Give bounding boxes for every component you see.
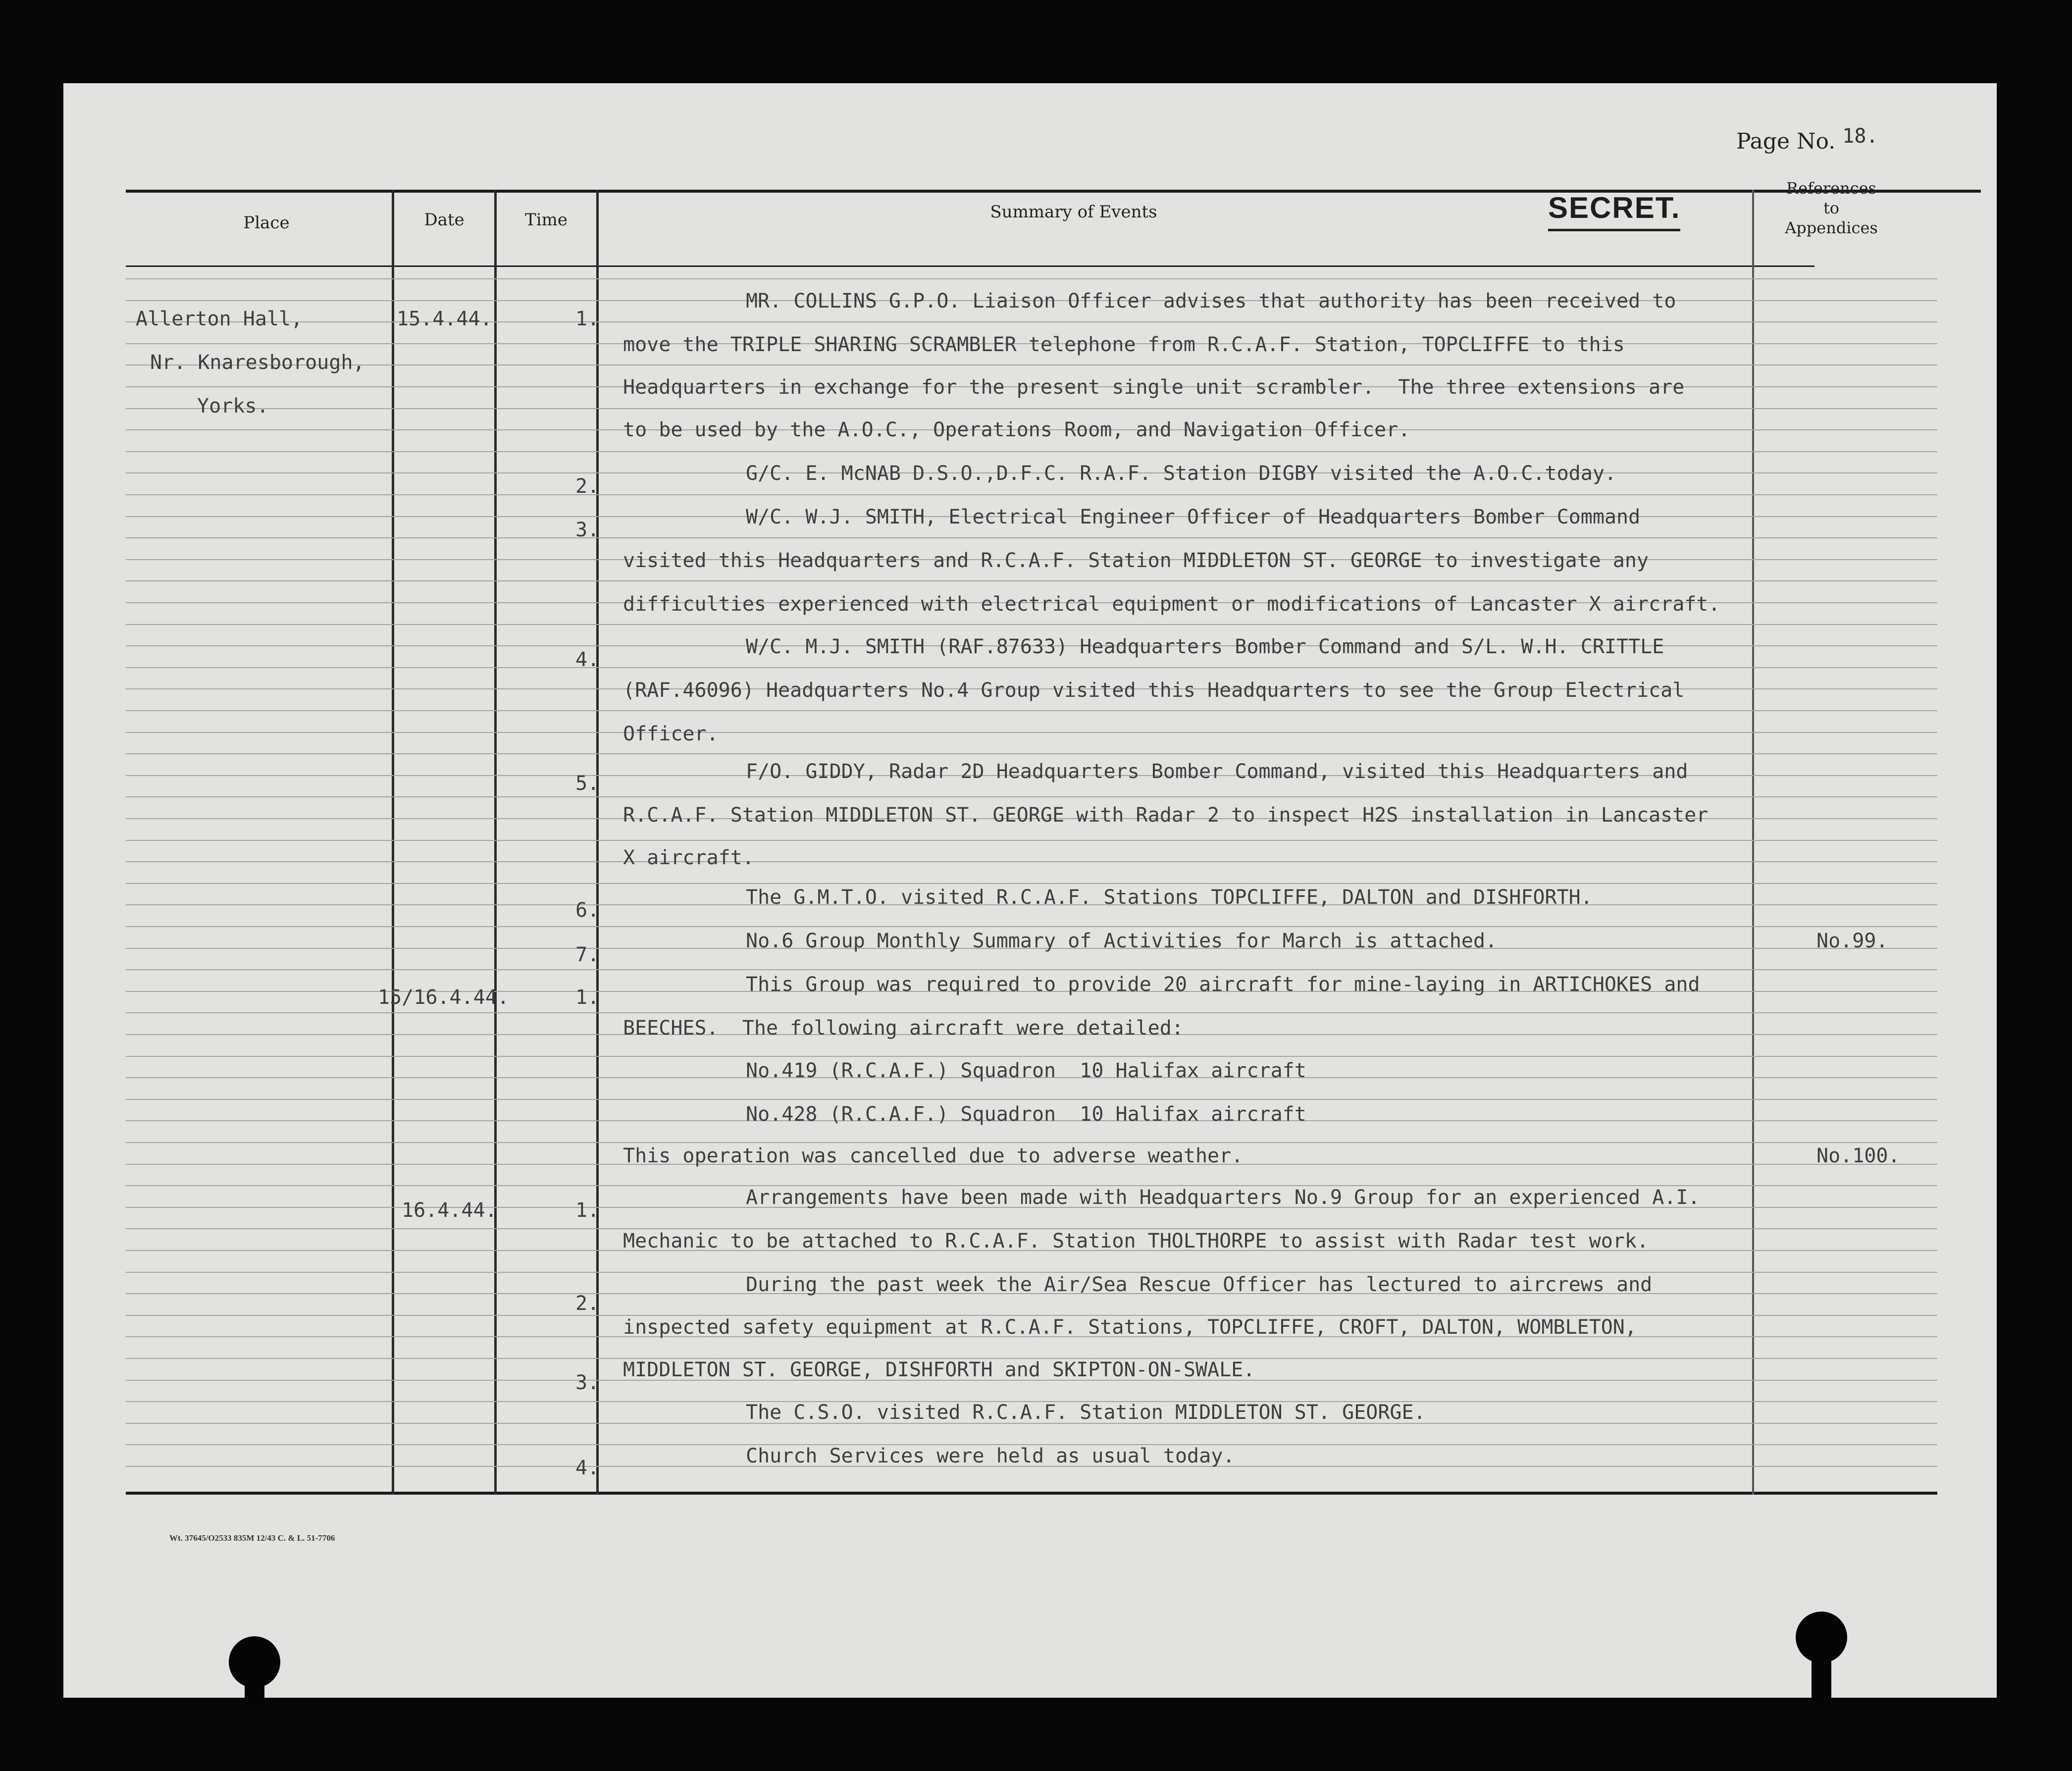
ruled-line <box>392 818 494 819</box>
ruled-line <box>126 1142 392 1143</box>
table-top-rule <box>126 190 1981 193</box>
ruled-line <box>1752 840 1937 841</box>
summary-line: During the past week the Air/Sea Rescue Officer has lectured to aircrews and <box>746 1273 1653 1296</box>
ruled-line <box>392 1401 494 1402</box>
ruled-line <box>392 688 494 689</box>
ruled-line <box>1752 775 1937 776</box>
ruled-line <box>126 1358 392 1359</box>
ruled-line <box>1752 516 1937 517</box>
ruled-line <box>1752 386 1937 387</box>
date-entry-3: 16.4.44. <box>402 1199 497 1222</box>
ruled-line <box>494 840 596 841</box>
ruled-line <box>1752 624 1937 625</box>
ruled-line <box>392 904 494 905</box>
column-divider-summary-references <box>1752 190 1754 1495</box>
ruled-line <box>494 883 596 884</box>
ruled-line <box>392 472 494 473</box>
ruled-line <box>494 472 596 473</box>
header-place: Place <box>243 213 290 233</box>
ruled-line <box>1752 667 1937 668</box>
ruled-line <box>392 861 494 862</box>
ruled-line <box>494 1077 596 1078</box>
ruled-line <box>126 624 392 625</box>
summary-line: visited this Headquarters and R.C.A.F. Station MIDDLETON ST. GEORGE to investigate any <box>623 549 1649 572</box>
ruled-line <box>126 904 392 905</box>
ruled-line <box>494 1012 596 1013</box>
ruled-line <box>392 1293 494 1294</box>
ruled-line <box>596 753 1752 754</box>
ruled-line <box>392 1099 494 1100</box>
ruled-line <box>596 861 1752 862</box>
ruled-line <box>494 408 596 409</box>
item-number: 1. <box>575 308 600 330</box>
table-bottom-rule <box>126 1492 1937 1495</box>
ruled-line <box>392 667 494 668</box>
ruled-line <box>1752 883 1937 884</box>
summary-line: difficulties experienced with electrical equipment or modifications of Lancaster X aircraft. <box>623 593 1720 616</box>
ruled-line <box>126 278 392 279</box>
item-number: 7. <box>575 943 600 966</box>
summary-line: Mechanic to be attached to R.C.A.F. Station THOLTHORPE to assist with Radar test work. <box>623 1230 1649 1252</box>
place-line-2: Nr. Knaresborough, <box>150 351 365 374</box>
ruled-line <box>494 1120 596 1121</box>
ruled-line <box>1752 537 1937 538</box>
ruled-line <box>596 624 1752 625</box>
ruled-line <box>494 1444 596 1445</box>
ruled-line <box>126 1423 392 1424</box>
ruled-line <box>392 1120 494 1121</box>
place-line-1: Allerton Hall, <box>136 308 303 330</box>
ruled-line <box>392 386 494 387</box>
punch-hole-right-slot <box>1812 1653 1831 1704</box>
ruled-line <box>1752 580 1937 581</box>
page-number-value: 18. <box>1842 125 1878 148</box>
ruled-line <box>494 1142 596 1143</box>
ruled-line <box>392 775 494 776</box>
item-number: 2. <box>575 475 600 498</box>
ruled-line <box>126 1099 392 1100</box>
ruled-line <box>1752 732 1937 733</box>
ruled-line <box>392 1444 494 1445</box>
ruled-line <box>392 948 494 949</box>
ruled-line <box>392 1466 494 1467</box>
ruled-line <box>1752 1034 1937 1035</box>
ruled-line <box>392 1164 494 1165</box>
ruled-line <box>392 840 494 841</box>
ruled-line <box>596 321 1752 322</box>
ruled-line <box>1752 1444 1937 1445</box>
ruled-line <box>126 1444 392 1445</box>
ruled-line <box>392 624 494 625</box>
ruled-line <box>1752 1466 1937 1467</box>
ruled-line <box>494 451 596 452</box>
ruled-line <box>126 343 392 344</box>
ruled-line <box>126 688 392 689</box>
ruled-line <box>126 580 392 581</box>
ruled-line <box>126 1466 392 1467</box>
ruled-line <box>126 796 392 797</box>
ruled-line <box>126 1056 392 1057</box>
ruled-line <box>126 667 392 668</box>
ruled-line <box>392 969 494 970</box>
ruled-line <box>392 645 494 646</box>
ruled-line <box>596 1012 1752 1013</box>
item-number: 1. <box>575 1199 600 1222</box>
ruled-line <box>126 516 392 517</box>
ruled-line <box>596 796 1752 797</box>
summary-line: Officer. <box>623 723 719 745</box>
ruled-line <box>126 1207 392 1208</box>
ruled-line <box>126 1250 392 1251</box>
ruled-line <box>596 1099 1752 1100</box>
ruled-line <box>494 516 596 517</box>
ruled-line <box>126 386 392 387</box>
ruled-line <box>1752 991 1937 992</box>
ruled-line <box>126 1077 392 1078</box>
ruled-line <box>494 1423 596 1424</box>
appendix-reference: No.100. <box>1816 1145 1900 1167</box>
ruled-line <box>392 580 494 581</box>
ruled-line <box>126 1401 392 1402</box>
summary-line: No.428 (R.C.A.F.) Squadron 10 Halifax aircraft <box>746 1103 1306 1126</box>
ruled-line <box>1752 451 1937 452</box>
ruled-line <box>1752 300 1937 301</box>
ruled-line <box>126 1272 392 1273</box>
ruled-line <box>392 1358 494 1359</box>
ruled-line <box>1752 429 1937 430</box>
ruled-line <box>126 1012 392 1013</box>
header-summary: Summary of Events <box>990 202 1157 222</box>
ruled-line <box>494 278 596 279</box>
ruled-line <box>1752 1336 1937 1337</box>
ruled-line <box>392 926 494 927</box>
ruled-line <box>392 602 494 603</box>
ruled-line <box>596 883 1752 884</box>
ruled-line <box>1752 645 1937 646</box>
ruled-line <box>1752 1401 1937 1402</box>
ruled-line <box>494 926 596 927</box>
ruled-line <box>494 1401 596 1402</box>
ruled-line <box>126 1185 392 1186</box>
date-entry-1: 15.4.44. <box>397 308 492 330</box>
ruled-line <box>126 1164 392 1165</box>
ruled-line <box>392 343 494 344</box>
ruled-line <box>392 1250 494 1251</box>
item-number: 2. <box>575 1292 600 1315</box>
ruled-line <box>1752 1423 1937 1424</box>
ruled-line <box>596 278 1752 279</box>
ruled-line <box>494 1056 596 1057</box>
ruled-line <box>494 386 596 387</box>
ruled-line <box>1752 1315 1937 1316</box>
ruled-line <box>392 1423 494 1424</box>
ruled-line <box>126 948 392 949</box>
ruled-line <box>494 645 596 646</box>
summary-line: This Group was required to provide 20 aircraft for mine-laying in ARTICHOKES and <box>746 973 1700 996</box>
ruled-line <box>1752 1120 1937 1121</box>
classification-stamp: SECRET. <box>1548 187 1680 231</box>
ruled-line <box>1752 408 1937 409</box>
ruled-line <box>392 1012 494 1013</box>
ruled-line <box>1752 494 1937 495</box>
ruled-line <box>1752 1099 1937 1100</box>
ruled-line <box>1752 1272 1937 1273</box>
punch-hole-left-slot <box>245 1678 264 1704</box>
header-time: Time <box>525 210 568 230</box>
ruled-line <box>126 472 392 473</box>
ruled-line <box>494 300 596 301</box>
column-divider-place-date <box>392 190 394 1495</box>
ruled-line <box>596 710 1752 711</box>
ruled-line <box>126 861 392 862</box>
summary-line: inspected safety equipment at R.C.A.F. Stations, TOPCLIFFE, CROFT, DALTON, WOMBLETON, <box>623 1316 1637 1339</box>
ruled-line <box>392 537 494 538</box>
ruled-line <box>392 1228 494 1229</box>
summary-line: No.6 Group Monthly Summary of Activities for March is attached. <box>746 930 1498 952</box>
ruled-line <box>596 969 1752 970</box>
ruled-line <box>126 494 392 495</box>
ruled-line <box>1752 1077 1937 1078</box>
ruled-line <box>126 775 392 776</box>
column-divider-date-time <box>494 190 497 1495</box>
ruled-line <box>494 710 596 711</box>
ruled-line <box>392 710 494 711</box>
ruled-line <box>596 408 1752 409</box>
page-number <box>1736 125 1878 154</box>
ruled-line <box>1752 753 1937 754</box>
ruled-line <box>1752 861 1937 862</box>
ruled-line <box>596 840 1752 841</box>
ruled-line <box>494 1099 596 1100</box>
ruled-line <box>126 1228 392 1229</box>
summary-line: This operation was cancelled due to adverse weather. <box>623 1145 1243 1167</box>
ruled-line <box>1752 710 1937 711</box>
ruled-line <box>126 1034 392 1035</box>
ruled-line <box>392 278 494 279</box>
ruled-line <box>392 732 494 733</box>
ruled-line <box>392 1185 494 1186</box>
page-number-label: Page No. <box>1736 129 1836 154</box>
ruled-line <box>494 1185 596 1186</box>
ruled-line <box>1752 1056 1937 1057</box>
ruled-line <box>126 969 392 970</box>
ruled-line <box>1752 904 1937 905</box>
place-line-3: Yorks. <box>197 395 269 417</box>
item-number: 1. <box>575 986 600 1009</box>
ruled-line <box>392 1315 494 1316</box>
summary-line: G/C. E. McNAB D.S.O.,D.F.C. R.A.F. Station DIGBY visited the A.O.C.today. <box>746 462 1616 485</box>
ruled-line <box>1752 1228 1937 1229</box>
summary-line: F/O. GIDDY, Radar 2D Headquarters Bomber Command, visited this Headquarters and <box>746 760 1688 783</box>
ruled-line <box>392 559 494 560</box>
summary-line: R.C.A.F. Station MIDDLETON ST. GEORGE with Radar 2 to inspect H2S installation in Lancaster <box>623 804 1709 827</box>
ruled-line <box>1752 343 1937 344</box>
ruled-line <box>392 1034 494 1035</box>
ruled-line <box>126 753 392 754</box>
ruled-line <box>596 1142 1752 1143</box>
ruled-line <box>392 408 494 409</box>
summary-line: Church Services were held as usual today. <box>746 1445 1235 1467</box>
ruled-line <box>596 732 1752 733</box>
ruled-line <box>494 624 596 625</box>
ruled-line <box>494 1228 596 1229</box>
ruled-line <box>1752 1358 1937 1359</box>
summary-line: Headquarters in exchange for the present single unit scrambler. The three extensions are <box>623 376 1685 399</box>
ruled-line <box>596 494 1752 495</box>
ruled-line <box>126 1293 392 1294</box>
summary-line: move the TRIPLE SHARING SCRAMBLER telephone from R.C.A.F. Station, TOPCLIFFE to this <box>623 333 1625 356</box>
ruled-line <box>126 818 392 819</box>
ruled-line <box>126 732 392 733</box>
summary-line: MIDDLETON ST. GEORGE, DISHFORTH and SKIPTON-ON-SWALE. <box>623 1358 1255 1381</box>
ruled-line <box>494 1164 596 1165</box>
ruled-line <box>126 991 392 992</box>
header-bottom-rule <box>126 265 1814 267</box>
ruled-line <box>392 1336 494 1337</box>
summary-line: (RAF.46096) Headquarters No.4 Group visited this Headquarters to see the Group Electrical <box>623 679 1685 702</box>
header-references: References to Appendices <box>1785 179 1878 237</box>
ruled-line <box>126 883 392 884</box>
ruled-line <box>494 969 596 970</box>
ruled-line <box>392 451 494 452</box>
summary-line: Arrangements have been made with Headquarters No.9 Group for an experienced A.I. <box>746 1186 1700 1209</box>
ruled-line <box>494 1250 596 1251</box>
ruled-line <box>1752 1142 1937 1143</box>
summary-line: MR. COLLINS G.P.O. Liaison Officer advises that authority has been received to <box>746 290 1676 313</box>
ruled-line <box>494 818 596 819</box>
ruled-line <box>494 688 596 689</box>
ruled-line <box>494 1272 596 1273</box>
ruled-line <box>126 645 392 646</box>
ruled-line <box>494 429 596 430</box>
ruled-line <box>596 451 1752 452</box>
printer-imprint: Wt. 37645/O2533 835M 12/43 C. & L. 51-7706 <box>169 1533 335 1543</box>
ruled-line <box>494 861 596 862</box>
ruled-line <box>1752 1185 1937 1186</box>
ruled-line <box>392 753 494 754</box>
ruled-line <box>392 494 494 495</box>
ruled-line <box>126 451 392 452</box>
ruled-line <box>494 796 596 797</box>
ruled-line <box>494 753 596 754</box>
ruled-line <box>126 926 392 927</box>
ruled-line <box>126 300 392 301</box>
ruled-line <box>126 1120 392 1121</box>
ruled-line <box>1752 321 1937 322</box>
ruled-line <box>126 1315 392 1316</box>
ruled-line <box>126 602 392 603</box>
ruled-line <box>1752 926 1937 927</box>
ruled-line <box>1752 559 1937 560</box>
ruled-line <box>392 883 494 884</box>
ruled-line <box>494 1034 596 1035</box>
ruled-line <box>126 1336 392 1337</box>
ruled-line <box>1752 1207 1937 1208</box>
ruled-line <box>126 537 392 538</box>
item-number: 5. <box>575 772 600 795</box>
ruled-line <box>1752 1012 1937 1013</box>
ruled-line <box>392 1056 494 1057</box>
summary-line: X aircraft. <box>623 846 754 869</box>
item-number: 4. <box>575 648 600 671</box>
war-diary-form <box>63 83 1997 1698</box>
summary-line: to be used by the A.O.C., Operations Room, and Navigation Officer. <box>623 418 1410 441</box>
ruled-line <box>494 1336 596 1337</box>
ruled-line <box>494 732 596 733</box>
ruled-line <box>126 1380 392 1381</box>
item-number: 4. <box>575 1457 600 1479</box>
ruled-line <box>126 559 392 560</box>
ruled-line <box>1752 688 1937 689</box>
summary-line: The C.S.O. visited R.C.A.F. Station MIDDLETON ST. GEORGE. <box>746 1401 1426 1424</box>
ruled-line <box>126 429 392 430</box>
ruled-line <box>1752 1293 1937 1294</box>
ruled-line <box>392 1077 494 1078</box>
date-entry-2: 15/16.4.44. <box>378 986 509 1009</box>
ruled-line <box>494 559 596 560</box>
ruled-line <box>126 710 392 711</box>
ruled-line <box>1752 602 1937 603</box>
ruled-line <box>494 602 596 603</box>
summary-line: BEECHES. The following aircraft were detailed: <box>623 1017 1184 1040</box>
ruled-line <box>494 343 596 344</box>
ruled-line <box>596 537 1752 538</box>
item-number: 3. <box>575 519 600 541</box>
ruled-line <box>392 429 494 430</box>
ruled-line <box>1752 472 1937 473</box>
ruled-line <box>1752 1380 1937 1381</box>
ruled-line <box>1752 796 1937 797</box>
ruled-line <box>1752 1250 1937 1251</box>
item-number: 6. <box>575 899 600 922</box>
ruled-line <box>1752 278 1937 279</box>
ruled-line <box>126 840 392 841</box>
ruled-line <box>596 580 1752 581</box>
ruled-line <box>392 1142 494 1143</box>
ruled-line <box>392 516 494 517</box>
ruled-line <box>392 1272 494 1273</box>
header-date: Date <box>424 210 465 230</box>
item-number: 3. <box>575 1371 600 1394</box>
ruled-line <box>596 926 1752 927</box>
ruled-line <box>392 300 494 301</box>
ruled-line <box>392 796 494 797</box>
ruled-line <box>1752 818 1937 819</box>
ruled-line <box>494 1358 596 1359</box>
summary-line: W/C. M.J. SMITH (RAF.87633) Headquarters Bomber Command and S/L. W.H. CRITTLE <box>746 635 1664 658</box>
summary-line: No.419 (R.C.A.F.) Squadron 10 Halifax aircraft <box>746 1059 1306 1082</box>
appendix-reference: No.99. <box>1816 930 1888 952</box>
ruled-line <box>596 667 1752 668</box>
ruled-line <box>494 580 596 581</box>
ruled-line <box>596 1056 1752 1057</box>
ruled-line <box>1752 969 1937 970</box>
ruled-line <box>392 1380 494 1381</box>
summary-line: The G.M.T.O. visited R.C.A.F. Stations TOPCLIFFE, DALTON and DISHFORTH. <box>746 886 1593 909</box>
summary-line: W/C. W.J. SMITH, Electrical Engineer Officer of Headquarters Bomber Command <box>746 506 1641 528</box>
